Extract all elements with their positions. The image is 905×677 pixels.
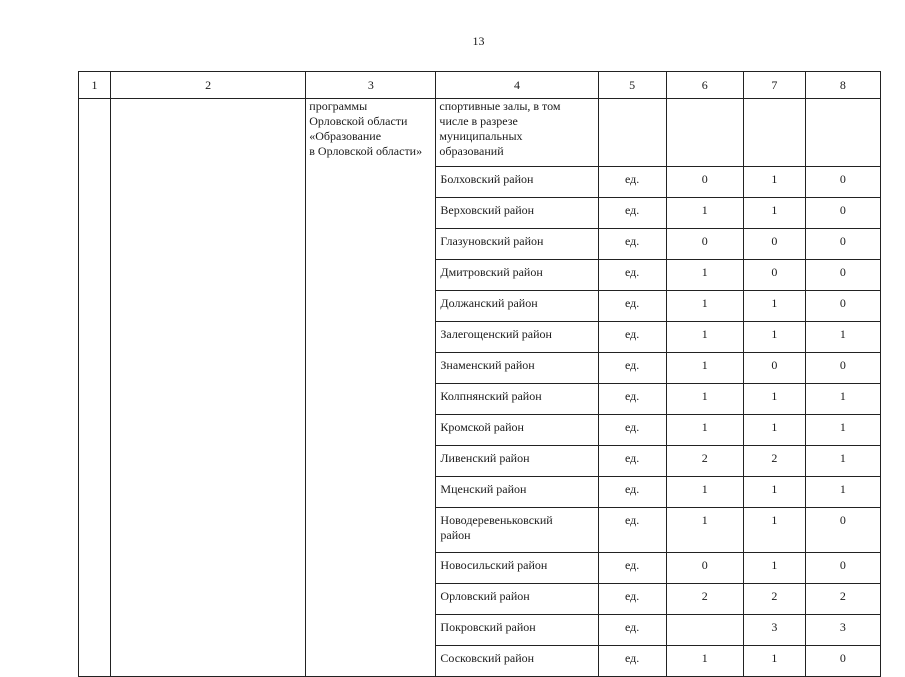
district-name-cell: Дмитровский район <box>436 260 598 291</box>
district-name-cell: Залегощенский район <box>436 322 598 353</box>
header-cell: 8 <box>805 72 880 99</box>
value-cell: 1 <box>805 322 880 353</box>
district-name-cell: Глазуновский район <box>436 229 598 260</box>
value-cell: 2 <box>666 446 743 477</box>
header-cell: 5 <box>598 72 666 99</box>
indicators-table <box>78 71 881 677</box>
value-cell: 1 <box>743 198 805 229</box>
value-cell: 0 <box>666 229 743 260</box>
value-cell: 0 <box>805 167 880 198</box>
value-cell <box>743 99 805 167</box>
unit-cell: ед. <box>598 508 666 553</box>
value-cell: 0 <box>805 646 880 677</box>
value-cell: 1 <box>743 415 805 446</box>
value-cell: 1 <box>666 384 743 415</box>
table-row <box>79 99 881 167</box>
unit-cell: ед. <box>598 415 666 446</box>
unit-cell: ед. <box>598 584 666 615</box>
unit-cell: ед. <box>598 322 666 353</box>
value-cell: 1 <box>743 646 805 677</box>
value-cell: 1 <box>743 553 805 584</box>
page-number: 13 <box>472 34 485 48</box>
district-name-cell: Покровский район <box>436 615 598 646</box>
unit-cell: ед. <box>598 198 666 229</box>
unit-cell <box>598 99 666 167</box>
district-name-cell: Должанский район <box>436 291 598 322</box>
unit-cell: ед. <box>598 477 666 508</box>
district-name-cell: Новосильский район <box>436 553 598 584</box>
value-cell: 1 <box>666 353 743 384</box>
value-cell: 3 <box>805 615 880 646</box>
value-cell: 0 <box>805 291 880 322</box>
value-cell: 1 <box>666 646 743 677</box>
value-cell: 1 <box>743 384 805 415</box>
value-cell: 0 <box>743 260 805 291</box>
value-cell: 0 <box>805 229 880 260</box>
value-cell: 0 <box>666 167 743 198</box>
district-name-cell: Ливенский район <box>436 446 598 477</box>
header-cell: 4 <box>436 72 598 99</box>
value-cell: 1 <box>666 477 743 508</box>
value-cell: 0 <box>743 353 805 384</box>
value-cell: 3 <box>743 615 805 646</box>
unit-cell: ед. <box>598 353 666 384</box>
value-cell: 2 <box>743 446 805 477</box>
district-name-cell: Верховский район <box>436 198 598 229</box>
unit-cell: ед. <box>598 260 666 291</box>
header-cell: 3 <box>306 72 436 99</box>
value-cell: 2 <box>805 584 880 615</box>
value-cell: 1 <box>743 291 805 322</box>
indicator-name-cell: спортивные залы, в том числе в разрезе муниципальных образований <box>436 99 598 167</box>
value-cell: 0 <box>805 260 880 291</box>
district-name-cell: Новодеревеньковский район <box>436 508 598 553</box>
unit-cell: ед. <box>598 646 666 677</box>
value-cell: 1 <box>805 477 880 508</box>
value-cell <box>805 99 880 167</box>
header-cell: 7 <box>743 72 805 99</box>
unit-cell: ед. <box>598 553 666 584</box>
value-cell: 1 <box>666 508 743 553</box>
value-cell: 0 <box>805 553 880 584</box>
header-cell: 1 <box>79 72 111 99</box>
value-cell: 1 <box>805 446 880 477</box>
value-cell: 0 <box>666 553 743 584</box>
district-name-cell: Мценский район <box>436 477 598 508</box>
unit-cell: ед. <box>598 446 666 477</box>
unit-cell: ед. <box>598 615 666 646</box>
value-cell: 1 <box>666 198 743 229</box>
value-cell: 1 <box>805 415 880 446</box>
district-name-cell: Кромской район <box>436 415 598 446</box>
value-cell: 1 <box>743 477 805 508</box>
value-cell <box>666 615 743 646</box>
value-cell: 1 <box>805 384 880 415</box>
header-cell: 6 <box>666 72 743 99</box>
value-cell: 1 <box>666 260 743 291</box>
district-name-cell: Болховский район <box>436 167 598 198</box>
header-cell: 2 <box>111 72 306 99</box>
col2-merged-cell <box>111 99 306 677</box>
district-name-cell: Знаменский район <box>436 353 598 384</box>
value-cell: 1 <box>666 415 743 446</box>
program-name-cell: программы Орловской области «Образование в Орловской области» <box>306 99 436 677</box>
value-cell: 0 <box>805 198 880 229</box>
unit-cell: ед. <box>598 291 666 322</box>
value-cell: 2 <box>743 584 805 615</box>
value-cell <box>666 99 743 167</box>
value-cell: 1 <box>743 322 805 353</box>
unit-cell: ед. <box>598 229 666 260</box>
value-cell: 0 <box>743 229 805 260</box>
value-cell: 0 <box>805 508 880 553</box>
value-cell: 1 <box>743 167 805 198</box>
value-cell: 0 <box>805 353 880 384</box>
unit-cell: ед. <box>598 167 666 198</box>
unit-cell: ед. <box>598 384 666 415</box>
district-name-cell: Колпнянский район <box>436 384 598 415</box>
col1-merged-cell <box>79 99 111 677</box>
value-cell: 1 <box>666 322 743 353</box>
column-number-row <box>79 72 881 99</box>
value-cell: 2 <box>666 584 743 615</box>
district-name-cell: Сосковский район <box>436 646 598 677</box>
district-name-cell: Орловский район <box>436 584 598 615</box>
value-cell: 1 <box>743 508 805 553</box>
value-cell: 1 <box>666 291 743 322</box>
